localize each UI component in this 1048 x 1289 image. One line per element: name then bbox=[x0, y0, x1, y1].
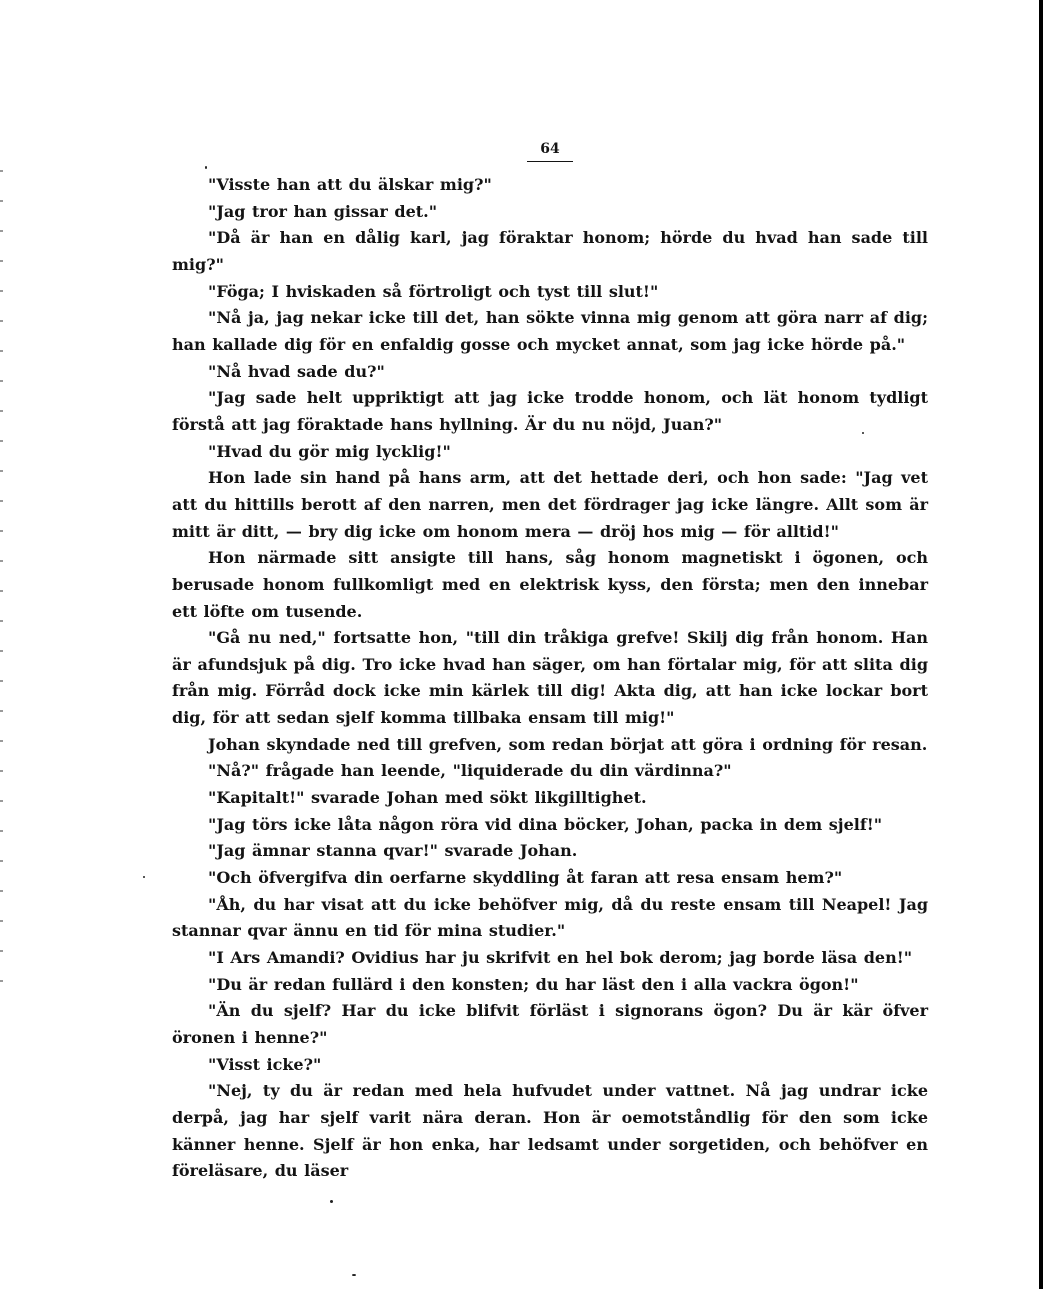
scan-speck bbox=[330, 1200, 333, 1203]
paragraph: "Åh, du har visat att du icke behöfver mig, då du reste ensam till Neapel! Jag stannar qvar ännu en tid för mina studier." bbox=[172, 894, 928, 941]
paragraph: "Jag ämnar stanna qvar!" svarade Johan. bbox=[208, 841, 578, 861]
paragraph: Hon närmade sitt ansigte till hans, såg honom magnetiskt i ögonen, och berusade honom fullkomligt med en elektrisk kyss, den första; men den innebar ett löfte om tusende. bbox=[172, 548, 928, 621]
paragraph: "Hvad du gör mig lycklig!" bbox=[208, 441, 451, 461]
paragraph: "Gå nu ned," fortsatte hon, "till din tråkiga grefve! Skilj dig från honom. Han är afundsjuk på dig. Tro icke hvad han säger, om han förtalar mig, för att slita dig från mig. Förråd dock icke min kärlek till dig! Akta dig, att han icke lockar bort dig, för att sedan sjelf komma tillbaka ensam till mig!" bbox=[172, 628, 928, 728]
scan-speck bbox=[862, 432, 864, 434]
paragraph: "Jag tror han gissar det." bbox=[208, 201, 438, 221]
paragraph: Hon lade sin hand på hans arm, att det hettade deri, och hon sade: "Jag vet att du hittills berott af den narren, men det fördrager jag icke längre. Allt som är mitt är ditt, — bry dig icke om honom mera — dröj hos mig — för alltid!" bbox=[172, 468, 928, 541]
scan-speck bbox=[205, 166, 207, 169]
paragraph: "Nå?" frågade han leende, "liquiderade du din värdinna?" bbox=[208, 761, 732, 781]
scan-speck bbox=[143, 876, 145, 878]
paragraph: "Kapitalt!" svarade Johan med sökt likgilltighet. bbox=[208, 788, 647, 808]
paragraph: "Nå ja, jag nekar icke till det, han sökte vinna mig genom att göra narr af dig; han kallade dig för en enfaldig gosse och mycket annat, som jag icke hörde på." bbox=[172, 308, 928, 354]
paragraph: "Då är han en dålig karl, jag föraktar honom; hörde du hvad han sade till mig?" bbox=[172, 228, 928, 274]
scan-edge-marks bbox=[0, 170, 3, 990]
body-text bbox=[172, 172, 928, 1185]
paragraph: "Och öfvergifva din oerfarne skyddling åt faran att resa ensam hem?" bbox=[208, 868, 843, 888]
paragraph: "Jag törs icke låta någon röra vid dina böcker, Johan, packa in dem sjelf!" bbox=[208, 814, 883, 834]
page-number-rule bbox=[527, 161, 573, 162]
page-number: 64 bbox=[540, 141, 560, 157]
paragraph: "Visste han att du älskar mig?" bbox=[208, 175, 492, 194]
paragraph: "Nå hvad sade du?" bbox=[208, 361, 385, 381]
paragraph: "Visst icke?" bbox=[208, 1054, 322, 1074]
paragraph: "Du är redan fullärd i den konsten; du har läst den i alla vackra ögon!" bbox=[208, 974, 859, 994]
scan-edge-bar bbox=[1039, 0, 1043, 1289]
paragraph: "I Ars Amandi? Ovidius har ju skrifvit en hel bok derom; jag borde läsa den!" bbox=[208, 948, 913, 968]
paragraph: "Än du sjelf? Har du icke blifvit förläst i signorans ögon? Du är kär öfver öronen i henne?" bbox=[172, 1001, 928, 1047]
scan-speck bbox=[352, 1274, 356, 1276]
paragraph: "Föga; I hviskaden så förtroligt och tyst till slut!" bbox=[208, 281, 659, 301]
paragraph: Johan skyndade ned till grefven, som redan börjat att göra i ordning för resan. bbox=[208, 734, 928, 754]
paragraph: "Nej, ty du är redan med hela hufvudet under vattnet. Nå jag undrar icke derpå, jag har sjelf varit nära deran. Hon är oemotståndlig för den som icke känner henne. Sjelf är hon enka, har ledsamt under sorgetiden, och behöfver en föreläsare, du läser bbox=[172, 1081, 928, 1181]
paragraph: "Jag sade helt uppriktigt att jag icke trodde honom, och lät honom tydligt förstå att jag föraktade hans hyllning. Är du nu nöjd, Juan?" bbox=[172, 388, 928, 434]
